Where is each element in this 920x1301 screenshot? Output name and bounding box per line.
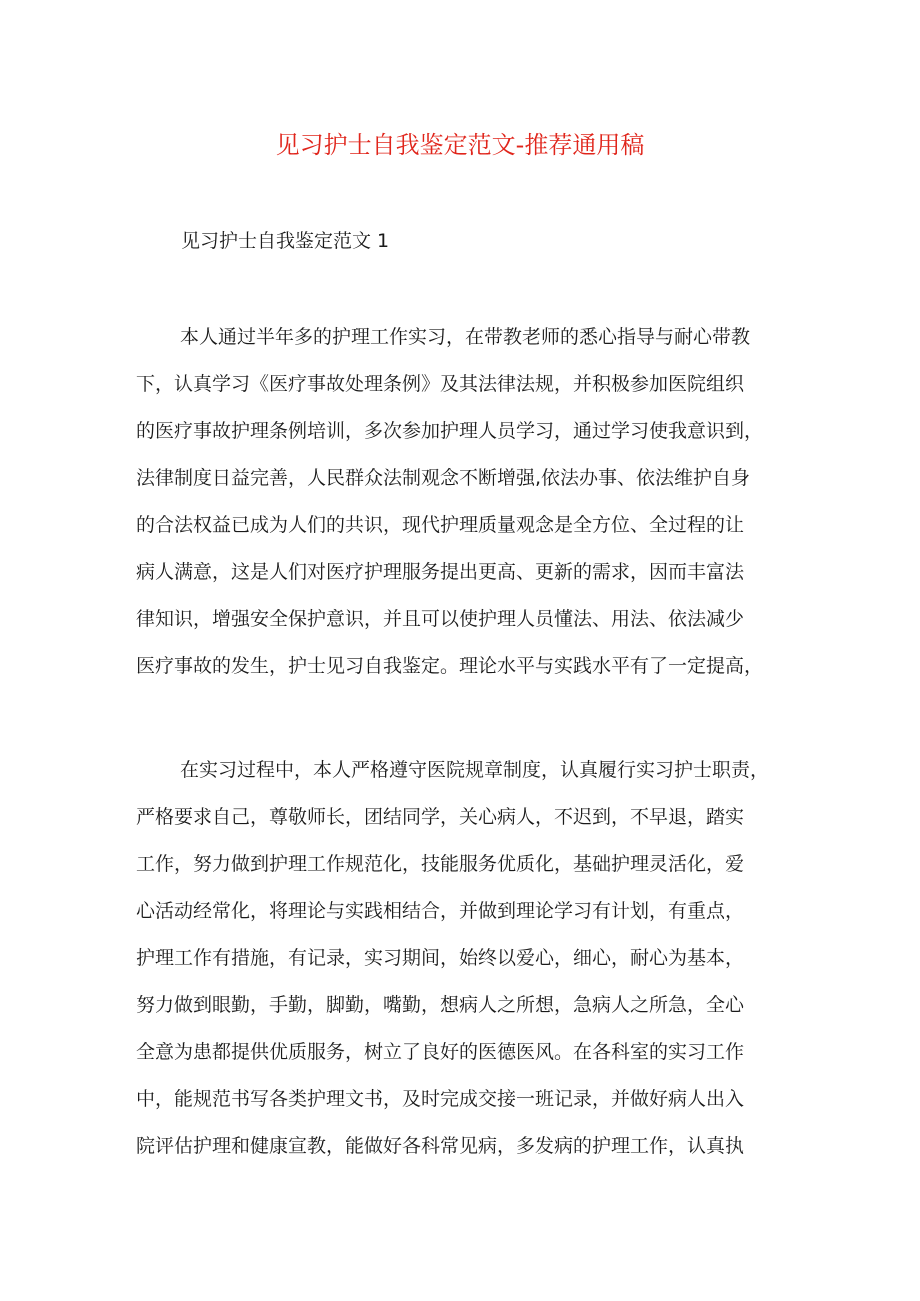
paragraph-line: 医疗事故的发生，护士见习自我鉴定。理论水平与实践水平有了一定提高， xyxy=(136,655,764,677)
paragraph-line: 本人通过半年多的护理工作实习，在带教老师的悉心指导与耐心带教 xyxy=(180,326,751,348)
paragraph-line: 严格要求自己，尊敬师长，团结同学，关心病人，不迟到，不早退，踏实 xyxy=(136,806,745,828)
paragraph-line: 在实习过程中，本人严格遵守医院规章制度，认真履行实习护士职责， xyxy=(180,759,770,781)
paragraph-line: 心活动经常化，将理论与实践相结合，并做到理论学习有计划，有重点， xyxy=(136,900,745,922)
paragraph-line: 病人满意，这是人们对医疗护理服务提出更高、更新的需求，因而丰富法 xyxy=(136,561,745,583)
paragraph-line: 努力做到眼勤，手勤，脚勤，嘴勤，想病人之所想，急病人之所急，全心 xyxy=(136,994,745,1016)
paragraph-line: 全意为患都提供优质服务，树立了良好的医德医风。在各科室的实习工作 xyxy=(136,1041,745,1063)
paragraph-line: 护理工作有措施，有记录，实习期间，始终以爱心，细心，耐心为基本， xyxy=(136,947,745,969)
paragraph-line: 工作，努力做到护理工作规范化，技能服务优质化，基础护理灵活化，爱 xyxy=(136,853,745,875)
paragraph-line: 律知识，增强安全保护意识，并且可以使护理人员懂法、用法、依法减少 xyxy=(136,608,745,630)
paragraph-line: 的医疗事故护理条例培训，多次参加护理人员学习，通过学习使我意识到， xyxy=(136,420,764,442)
paragraph-line: 院评估护理和健康宣教，能做好各科常见病，多发病的护理工作，认真执 xyxy=(136,1135,745,1157)
paragraph-line: 中，能规范书写各类护理文书，及时完成交接一班记录，并做好病人出入 xyxy=(136,1088,745,1110)
paragraph-line: 下，认真学习《医疗事故处理条例》及其法律法规，并积极参加医院组织 xyxy=(136,373,745,395)
paragraph-line: 法律制度日益完善，人民群众法制观念不断增强,依法办事、依法维护自身 xyxy=(136,467,751,489)
section-heading: 见习护士自我鉴定范文 1 xyxy=(181,230,390,252)
paragraph-line: 的合法权益已成为人们的共识，现代护理质量观念是全方位、全过程的让 xyxy=(136,514,745,536)
document-title: 见习护士自我鉴定范文-推荐通用稿 xyxy=(275,131,645,159)
